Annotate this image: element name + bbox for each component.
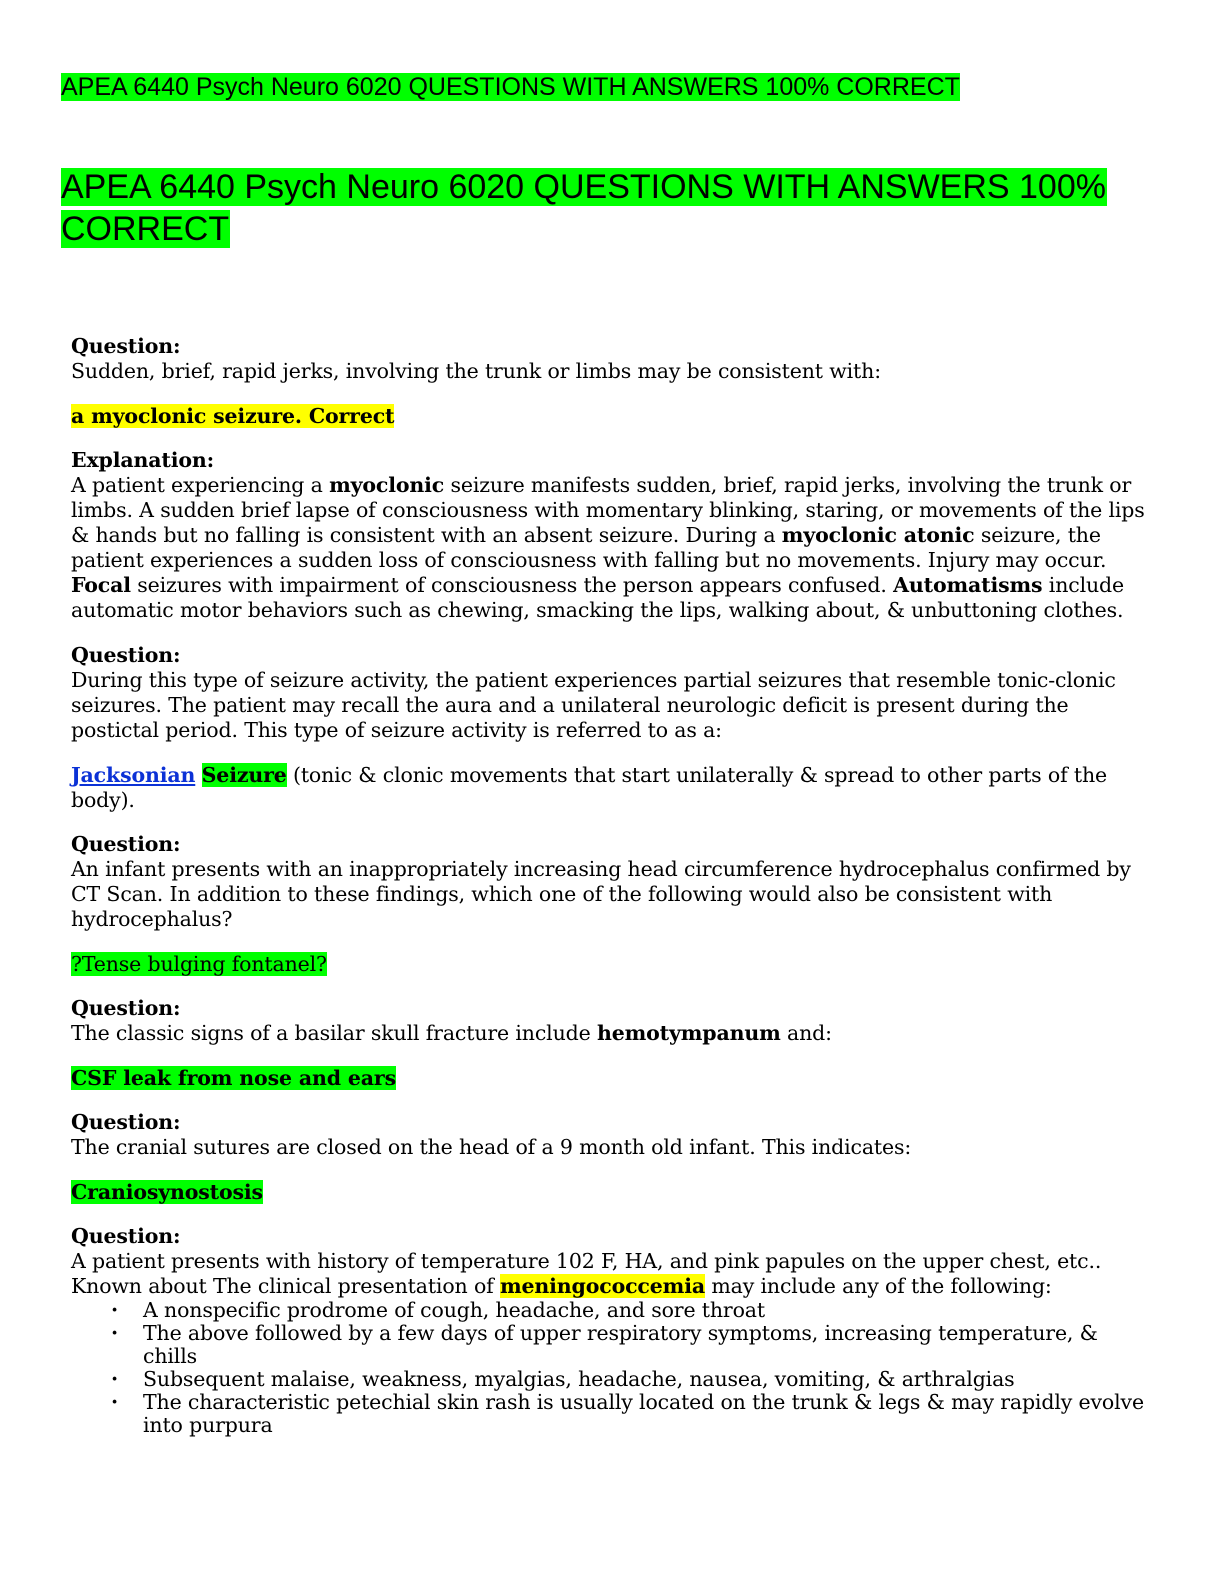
header-title-small-text: APEA 6440 Psych Neuro 6020 QUESTIONS WITH ANSWERS 100% CORRECT [61, 73, 960, 101]
answer-text: a myoclonic seizure. Correct [71, 404, 395, 428]
question-text: During this type of seizure activity, the patient experiences partial seizures that resemble tonic-clonic seizures. The patient may recall the aura and a unilateral neurologic deficit is present during the postictal period. This type of seizure activity is referred to as a: [71, 668, 1116, 742]
question-label: Question: [71, 334, 181, 358]
list-item: · The characteristic petechial skin rash is usually located on the trunk & legs & may rapidly evolve into purpura [111, 1391, 1151, 1437]
list-item: · A nonspecific prodrome of cough, headache, and sore throat [111, 1299, 1151, 1322]
answer [71, 1180, 1151, 1205]
question-label: Question: [71, 1110, 181, 1134]
answer [71, 404, 1151, 429]
answer [71, 952, 1151, 977]
explanation-label: Explanation: [71, 448, 215, 472]
explanation-part: seizure manifests sudden, brief, rapid jerks, involving the trunk or limbs. A sudden brief lapse of consciousness with momentary blinking, staring, or movements of the lips & hands but no falling is consistent with an absent seizure. During a [71, 473, 1145, 547]
document-body [71, 334, 1151, 1437]
explanation-part: seizure, the patient experiences a sudden loss of consciousness with falling but no movements. Injury may occur. [71, 523, 1107, 572]
question-block-3 [71, 832, 1151, 977]
question-block-6 [71, 1224, 1151, 1437]
header-title-small [61, 72, 960, 102]
question-block-4 [71, 996, 1151, 1091]
list-item: · Subsequent malaise, weakness, myalgias, headache, nausea, vomiting, & arthralgias [111, 1368, 1151, 1391]
term-hemotympanum: hemotympanum [596, 1021, 781, 1045]
jacksonian-link[interactable]: Jacksonian [71, 763, 196, 787]
question-label: Question: [71, 643, 181, 667]
question-text: The cranial sutures are closed on the head of a 9 month old infant. This indicates: [71, 1135, 912, 1159]
question-text: Sudden, brief, rapid jerks, involving the trunk or limbs may be consistent with: [71, 359, 881, 383]
term-focal: Focal [71, 573, 131, 597]
known-text-part: Known about The clinical presentation of [71, 1274, 500, 1298]
term-meningococcemia: meningococcemia [499, 1274, 705, 1298]
question-label: Question: [71, 1224, 181, 1248]
answer [71, 763, 1151, 813]
header-title-large [61, 166, 1171, 250]
question-block-1 [71, 334, 1151, 623]
term-myoclonic-atonic: myoclonic atonic [781, 523, 975, 547]
answer-text: Craniosynostosis [71, 1180, 263, 1204]
header-title-large-text: APEA 6440 Psych Neuro 6020 QUESTIONS WITH ANSWERS 100% CORRECT [61, 168, 1106, 248]
question-label: Question: [71, 996, 181, 1020]
question-text: A patient presents with history of temperature 102 F, HA, and pink papules on the upper chest, etc.. [71, 1249, 1102, 1273]
known-about-text [71, 1274, 1151, 1299]
answer-text: CSF leak from nose and ears [71, 1066, 396, 1090]
question-block-5 [71, 1110, 1151, 1205]
known-text-part: may include any of the following: [704, 1274, 1052, 1298]
explanation-part: A patient experiencing a [71, 473, 330, 497]
explanation-part: include automatic motor behaviors such as chewing, smacking the lips, walking about, & unbuttoning clothes. [71, 573, 1124, 622]
question-text-part: and: [780, 1021, 832, 1045]
question-text-part: The classic signs of a basilar skull fracture include [71, 1021, 597, 1045]
term-automatisms: Automatisms [893, 573, 1043, 597]
question-text [71, 1021, 1151, 1046]
question-label: Question: [71, 832, 181, 856]
explanation-text [71, 473, 1151, 623]
presentation-list [71, 1299, 1151, 1437]
answer [71, 1066, 1151, 1091]
question-text: An infant presents with an inappropriately increasing head circumference hydrocephalus confirmed by CT Scan. In addition to these findings, which one of the following would also be consistent with hydrocephalus? [71, 857, 1131, 931]
answer-description: (tonic & clonic movements that start unilaterally & spread to other parts of the body). [71, 763, 1108, 812]
question-block-2 [71, 643, 1151, 813]
answer-text: ?Tense bulging fontanel? [71, 952, 327, 976]
explanation-part: seizures with impairment of consciousness the person appears confused. [130, 573, 894, 597]
list-item: · The above followed by a few days of upper respiratory symptoms, increasing temperature, & chills [111, 1322, 1151, 1368]
answer-highlight: Seizure [201, 763, 287, 787]
term-myoclonic: myoclonic [329, 473, 445, 497]
